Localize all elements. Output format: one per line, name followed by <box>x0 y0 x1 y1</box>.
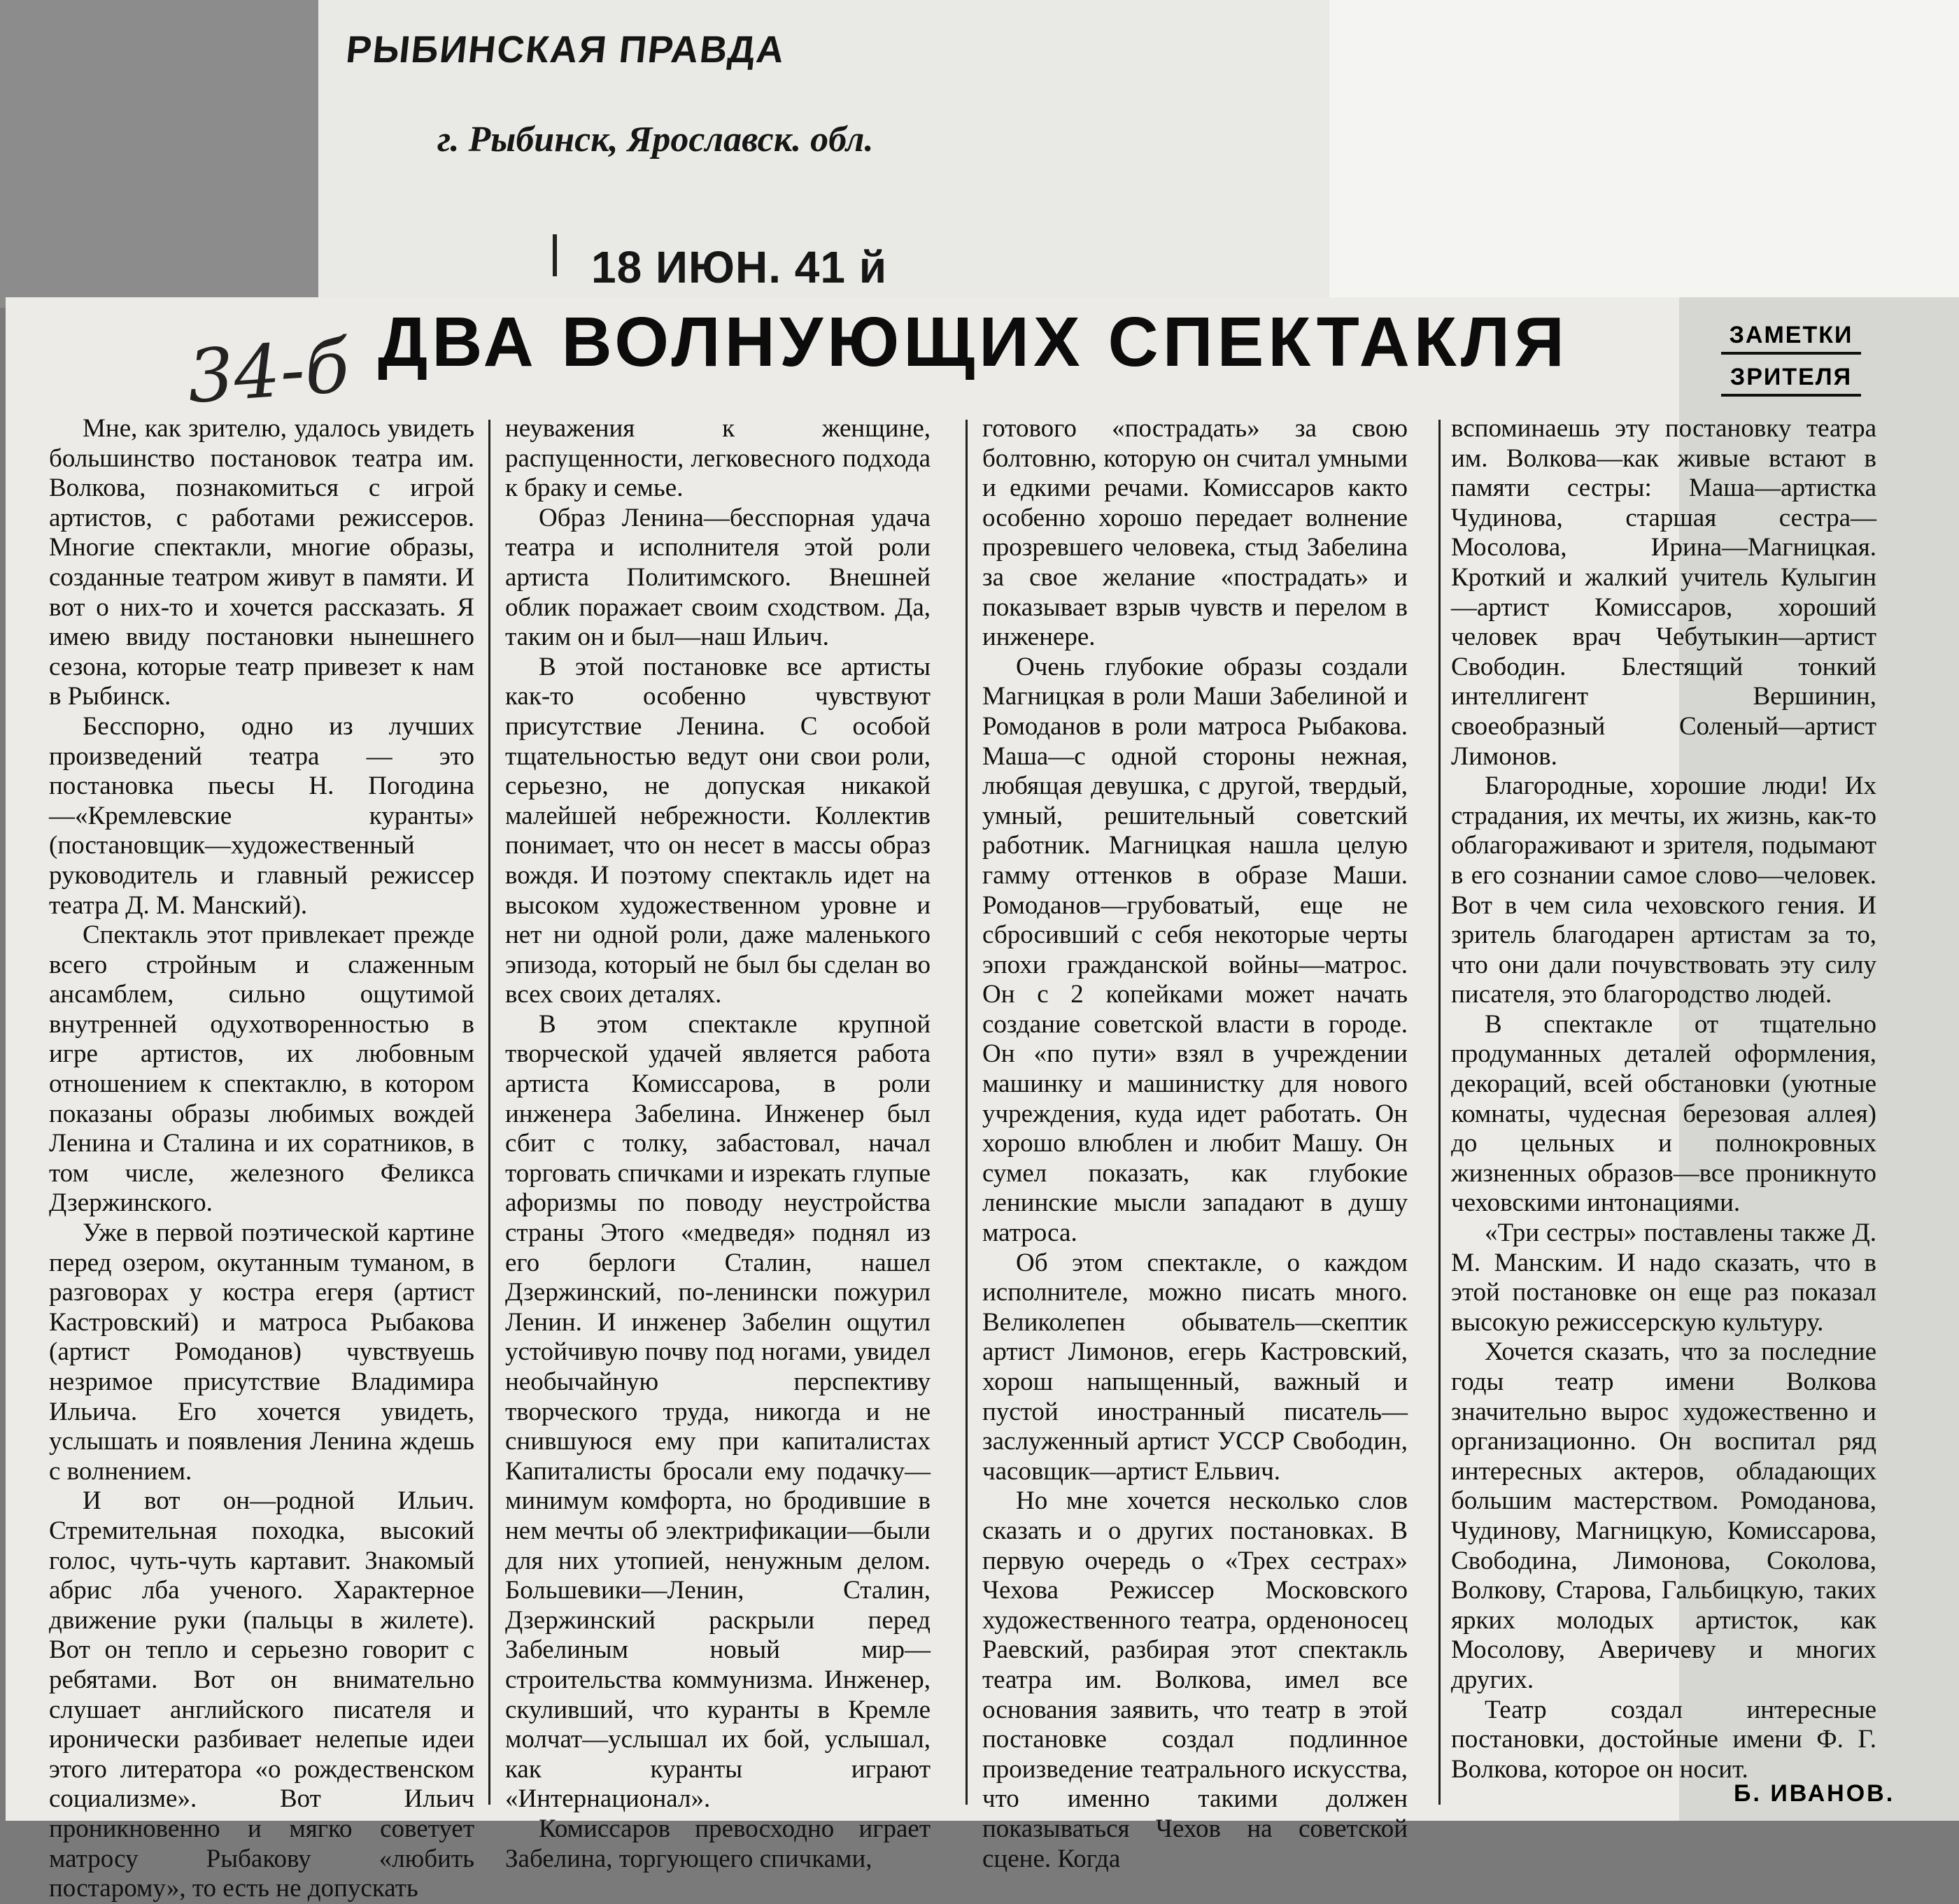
paragraph: вспоминаешь эту постановку театра им. Волкова—как живые встают в памяти сестры: Маша—артистка Чудинова, старшая сестра—Мосолова, Ирина—Магницкая. Кроткий и жалкий учитель Кулыгин—артист Комиссаров, хороший человек врач Чебутыкин—артист Свободин. Блестящий тонкий интеллигент Вершинин, своеобразный Соленый—артист Лимонов. <box>1451 414 1876 771</box>
paragraph: «Три сестры» поставлены также Д. М. Манским. И надо сказать, что в этой постановке он еще раз показал высокую режиссерскую культуру. <box>1451 1219 1876 1337</box>
article-column-2 <box>505 414 931 1873</box>
column-rule <box>488 420 490 1805</box>
paragraph: Уже в первой поэтической картине перед озером, окутанным туманом, в разговорах у костра егеря (артист Кастровский) и матроса Рыбакова (артист Ромоданов) чувствуешь незримое присутствие Владимира Ильича. Его хочется увидеть, услышать и появления Ленина ждешь с волнением. <box>49 1219 474 1486</box>
paragraph: В этом спектакле крупной творческой удачей является работа артиста Комиссарова, в роли инженера Забелина. Инженер был сбит с толку, забастовал, начал торговать спичками и изрекать глупые афоризмы по поводу неустройства страны Этого «медведя» поднял из его берлоги Сталин, нашел Дзержинский, по-ленински пожурил Ленин. И инженер Забелин ощутил устойчивую почву под ногами, увидел необычайную перспективу творческого труда, никогда и не снившуюся ему при капиталистах Капиталисты бросали ему подачку—минимум комфорта, но бродившие в нем мечты об электрификации—были для них утопией, ненужным делом. Большевики—Ленин, Сталин, Дзержинский раскрыли перед Забелиным новый мир—строительства коммунизма. Инженер, скуливший, что куранты в Кремле молчат—услышал их бой, услышал, как куранты играют «Интернационал». <box>505 1009 931 1814</box>
column-rule <box>1438 420 1441 1805</box>
stamp-date: 18 ИЮН. 41 й <box>591 242 888 292</box>
paragraph: Очень глубокие образы создали Магницкая в роли Маши Забелиной и Ромоданов в роли матроса Рыбакова. Маша—с одной стороны нежная, любящая девушка, с другой, твердый, умный, решительный советский работник. Магницкая нашла целую гамму оттенков в образе Маши. Ромоданов—грубоватый, еще не сбросивший с себя некоторые черты эпохи гражданской войны—матрос. Он с 2 копейками может начать создание советской власти в городе. Он «по пути» взял в учреждении машинку и машинистку для нового учреждения, куда идет работать. Он хорошо влюблен и любит Машу. Он сумел показать, как глубокие ленинские мысли западают в душу матроса. <box>982 652 1408 1248</box>
article-column-3 <box>982 414 1408 1873</box>
background <box>1329 0 1959 308</box>
paragraph: Мне, как зрителю, удалось увидеть большинство постановок театра им. Волкова, познакомиться с игрой артистов, с работами режиссеров. Многие спектакли, многие образы, созданные театром живут в памяти. И вот о них-то и хочется рассказать. Я имею ввиду постановки нынешнего сезона, которые театр привезет к нам в Рыбинск. <box>49 414 474 711</box>
paragraph: Но мне хочется несколько слов сказать и о других постановках. В первую очередь о «Трех сестрах» Чехова Режиссер Московского художественного театра, орденоносец Раевский, разбирая этот спектакль театра им. Волкова, имел все основания заявить, что театр в этой постановке создал подлинное произведение театрального искусства, что именно такими должен показываться Чехов на советской сцене. Когда <box>982 1486 1408 1873</box>
paragraph: неуважения к женщине, распущенности, легковесного подхода к браку и семье. <box>505 414 931 503</box>
newspaper-stamp <box>318 0 1329 301</box>
paragraph: Образ Ленина—бесспорная удача театра и исполнителя этой роли артиста Политимского. Внешней облик поражает своим сходством. Да, таким он и был—наш Ильич. <box>505 503 931 652</box>
handwritten-number: 34-б <box>185 323 352 420</box>
paragraph: Театр создал интересные постановки, достойные имени Ф. Г. Волкова, которое он носит. <box>1451 1695 1876 1784</box>
paragraph: Об этом спектакле, о каждом исполнителе, можно писать много. Великолепен обыватель—скептик артист Лимонов, егерь Кастровский, хорош напыщенный, важный и пустой иностранный писатель—заслуженный артист УССР Свободин, часовщик—артист Ельвич. <box>982 1248 1408 1486</box>
paragraph: В этой постановке все артисты как-то особенно чувствуют присутствие Ленина. С особой тщательностью ведут они свои роли, серьезно, не допуская никакой малейшей небрежности. Коллектив понимает, что он несет в массы образ вождя. И поэтому спектакль идет на высоком художественном уровне и нет ни одной роли, даже маленького эпизода, который не был бы сделан во всех своих деталях. <box>505 652 931 1009</box>
paragraph: Спектакль этот привлекает прежде всего стройным и слаженным ансамблем, сильно ощутимой внутренней одухотворенностью в игре артистов, их любовным отношением к спектаклю, в котором показаны образы любимых вождей Ленина и Сталина и их соратников, в том числе, железного Феликса Дзержинского. <box>49 921 474 1218</box>
rubric-line-1: ЗАМЕТКИ <box>1721 322 1861 355</box>
mounting-board <box>0 0 322 308</box>
paragraph: И вот он—родной Ильич. Стремительная походка, высокий голос, чуть-чуть картавит. Знакомый абрис лба ученого. Характерное движение руки (пальцы в жилете). Вот он тепло и серьезно говорит с ребятами. Вот он внимательно слушает английского писателя и иронически разбивает нелепые идеи этого литератора «о рождественском социализме». Вот Ильич проникновенно и мягко советует матросу Рыбакову «любить постарому», то есть не допускать <box>49 1486 474 1903</box>
article-column-1 <box>49 414 474 1903</box>
paragraph: Хочется сказать, что за последние годы театр имени Волкова значительно вырос художественно и организационно. Он воспитал ряд интересных актеров, обладающих большим мастерством. Ромоданова, Чудинову, Магницкую, Комиссарова, Свободина, Лимонова, Соколова, Волкову, Старова, Гальбицкую, таких ярких молодых артисток, как Мосолову, Аверичеву и многих других. <box>1451 1337 1876 1694</box>
stamp-mark <box>553 234 557 276</box>
article-column-4 <box>1451 414 1876 1806</box>
stamp-city: г. Рыбинск, Ярославск. обл. <box>437 120 874 159</box>
paragraph: В спектакле от тщательно продуманных деталей оформления, декораций, всей обстановки (уютные комнаты, чудесная березовая аллея) до цельных и полнокровных жизненных образов—все проникнуто чеховскими интонациями. <box>1451 1009 1876 1218</box>
rubric-line-2: ЗРИТЕЛЯ <box>1721 364 1861 397</box>
paragraph: Благородные, хорошие люди! Их страдания, их мечты, их жизнь, как-то облагораживают и зрителя, подымают в его сознании самое слово—человек. Вот в чем сила чеховского гения. И зритель благодарен артистам за то, что они дали почувствовать эту силу писателя, это благородство людей. <box>1451 772 1876 1009</box>
paragraph: Комиссаров превосходно играет Забелина, торгующего спичками, <box>505 1814 931 1873</box>
paragraph: готового «пострадать» за свою болтовню, которую он считал умными и едкими речами. Комиссаров както особенно хорошо передает волнение прозревшего человека, стыд Забелина за свое желание «пострадать» и показывает взрыв чувств и перелом в инженере. <box>982 414 1408 652</box>
paragraph: Бесспорно, одно из лучших произведений театра — это постановка пьесы Н. Погодина—«Кремлевские куранты» (постановщик—художественный руководитель и главный режиссер театра Д. М. Манский). <box>49 711 474 920</box>
stamp-paper-name: РЫБИНСКАЯ ПРАВДА <box>344 29 788 71</box>
headline: ДВА ВОЛНУЮЩИХ СПЕКТАКЛЯ <box>378 303 1569 381</box>
column-rule <box>966 420 968 1805</box>
author-signature: Б. ИВАНОВ. <box>1734 1780 1895 1807</box>
